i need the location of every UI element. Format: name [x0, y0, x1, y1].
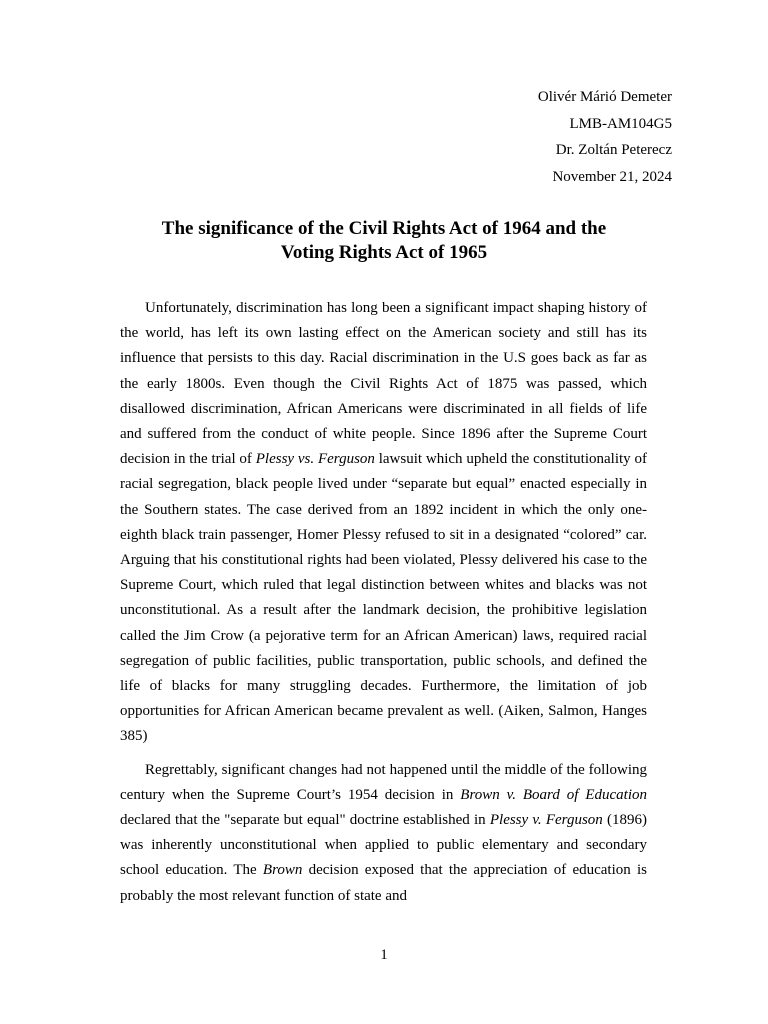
body-text	[120, 296, 647, 917]
page-number: 1	[380, 947, 388, 963]
document-date: November 21, 2024	[552, 168, 672, 185]
case-name-plessy-ferguson: Plessy v. Ferguson	[489, 812, 603, 829]
paragraph-2-segment: declared that the "separate but equal" doctrine established in	[120, 812, 490, 829]
paragraph-1-segment: lawsuit which upheld the constitutionality of racial segregation, black people lived under “separate but equal” enacted especially in the Southern states. The case derived from an 1892 incident in which the only one-eighth black train passenger, Homer Plessy refused to sit in a designated “colored” car. Arguing that his constitutional rights had been violated, Plessy delivered his case to the Supreme Court, which ruled that legal distinction between whites and blacks was not unconstitutional. As a result after the landmark decision, the prohibitive legislation called the Jim Crow (a pejorative term for an African American) laws, required racial segregation of public facilities, public transportation, public schools, and defined the life of blacks for many struggling decades. Furthermore, the limitation of job opportunities for African American became prevalent as well. (Aiken, Salmon, Hanges 385)	[120, 451, 647, 745]
paragraph-2-segment: decision exposed that the appreciation of education is probably the most relevant function of state and	[120, 862, 647, 904]
author-name: Olivér Márió Demeter	[537, 89, 672, 105]
paragraph-2-segment: Regrettably, significant changes had not happened until the middle of the following century when the Supreme Court’s 1954 decision in	[120, 761, 647, 803]
paragraph-1-segment: Unfortunately, discrimination has long been a significant impact shaping history of the world, has left its own lasting effect on the American society and still has its influence that persists to this day. Racial discrimination in the U.S goes back as far as the early 1800s. Even though the Civil Rights Act of 1875 was passed, which disallowed discrimination, African Americans were discriminated in all fields of life and suffered from the conduct of white people. Since 1896 after the Supreme Court decision in the trial of	[120, 300, 647, 468]
case-name-plessy-ferguson: Plessy vs. Ferguson	[255, 451, 375, 468]
paragraph-2-segment: (1896) was inherently unconstitutional when applied to public elementary and secondary school education. The	[120, 812, 647, 879]
document-title	[120, 217, 648, 265]
case-name-brown-board: Brown v. Board of Education	[460, 786, 647, 803]
case-name-brown: Brown	[262, 862, 303, 879]
paragraph-2	[120, 758, 647, 909]
title-line-1: The significance of the Civil Rights Act of 1964 and the	[161, 218, 607, 239]
author-header-block	[538, 84, 672, 190]
course-code: LMB-AM104G5	[569, 115, 672, 132]
paragraph-1	[120, 296, 647, 750]
instructor-name: Dr. Zoltán Peterecz	[555, 142, 672, 158]
title-line-2: Voting Rights Act of 1965	[280, 242, 488, 263]
